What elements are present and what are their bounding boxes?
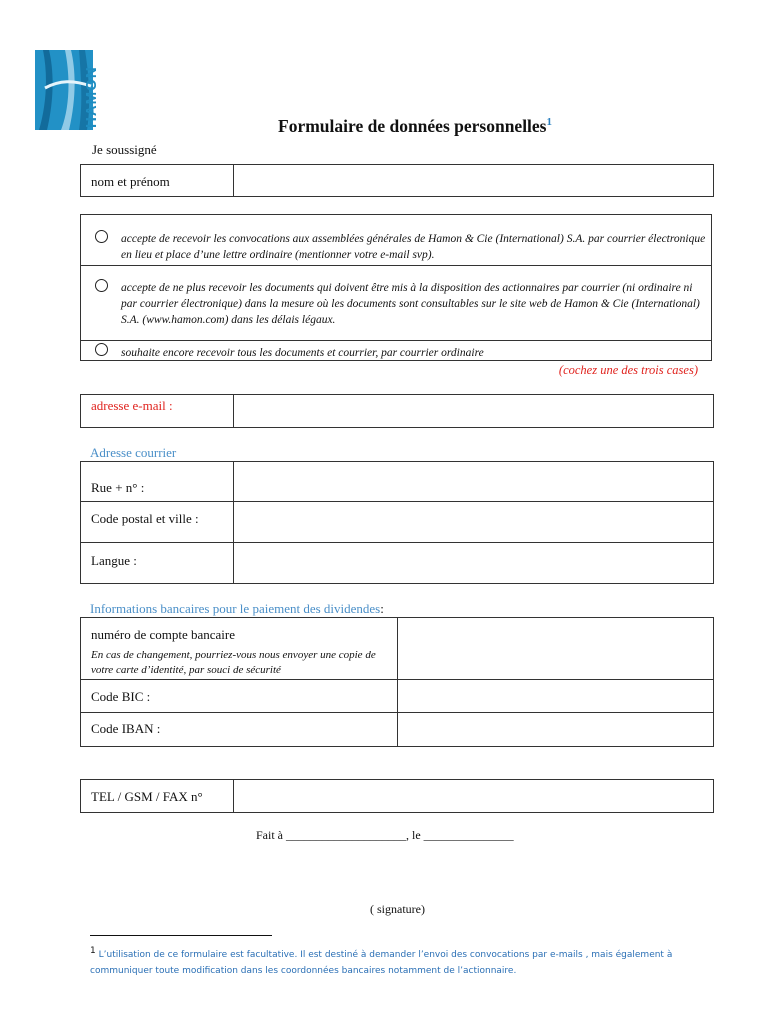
footnote-number: 1 bbox=[90, 946, 96, 956]
street-label: Rue + n° : bbox=[91, 480, 145, 495]
address-row-language bbox=[81, 543, 713, 583]
city-field[interactable] bbox=[234, 502, 713, 543]
email-field[interactable] bbox=[234, 395, 713, 427]
option-2-text: accepte de ne plus recevoir les documents qui doivent être mis à la disposition des actionnaires par courrier (ni ordinaire ni par courrier électronique) dans la mesure où les documents sont consultables sur le site web de Hamon & Cie (International) S.A. (www.hamon.com) dans les délais légaux. bbox=[121, 282, 700, 326]
footnote-divider bbox=[90, 935, 272, 936]
bank-heading-colon: : bbox=[380, 601, 384, 616]
name-label-cell bbox=[81, 165, 234, 196]
bic-label-cell bbox=[81, 680, 398, 713]
option-3-text: souhaite encore recevoir tous les documents et courrier, par courrier ordinaire bbox=[121, 347, 484, 359]
check-note: (cochez une des trois cases) bbox=[558, 363, 698, 377]
tel-field[interactable] bbox=[234, 780, 713, 812]
tel-row bbox=[80, 779, 714, 813]
street-label-cell bbox=[81, 462, 234, 502]
bank-heading bbox=[90, 601, 384, 617]
email-label-cell bbox=[81, 395, 234, 427]
footnote-text: L’utilisation de ce formulaire est facultative. Il est destiné à demander l’envoi des convocations par e-mails , mais également à communiquer toute modification dans les coordonnées bancaires notamment de l’actionnaire. bbox=[90, 950, 673, 976]
option-3-radio[interactable] bbox=[95, 343, 108, 356]
page-title-text: Formulaire de données personnelles bbox=[278, 116, 547, 136]
account-label-cell bbox=[81, 618, 398, 680]
tel-label-cell bbox=[81, 780, 234, 812]
option-row-3 bbox=[81, 341, 711, 361]
address-table bbox=[80, 461, 714, 584]
option-1-text: accepte de recevoir les convocations aux assemblées générales de Hamon & Cie (International) S.A. par courrier électronique en lieu et place d’une lettre ordinaire (mentionner votre e-mail svp). bbox=[121, 233, 706, 261]
option-row-1 bbox=[81, 215, 711, 266]
page-title bbox=[0, 116, 770, 137]
iban-label: Code IBAN : bbox=[91, 721, 161, 736]
bank-row-account bbox=[81, 618, 713, 680]
bank-row-iban bbox=[81, 713, 713, 746]
iban-label-cell bbox=[81, 713, 398, 746]
address-row-city bbox=[81, 502, 713, 543]
name-row bbox=[80, 164, 714, 197]
language-field[interactable] bbox=[234, 543, 713, 583]
bic-label: Code BIC : bbox=[91, 689, 151, 704]
street-field[interactable] bbox=[234, 462, 713, 502]
address-row-street bbox=[81, 462, 713, 502]
place-date-line: Fait à ____________________, le _______________ bbox=[256, 828, 514, 842]
account-label: numéro de compte bancaire bbox=[91, 627, 236, 642]
email-label: adresse e-mail : bbox=[91, 398, 173, 413]
footnote bbox=[90, 943, 710, 979]
city-label-cell bbox=[81, 502, 234, 543]
bank-row-bic bbox=[81, 680, 713, 713]
bic-field[interactable] bbox=[398, 680, 713, 713]
option-row-2 bbox=[81, 266, 711, 341]
tel-label: TEL / GSM / FAX n° bbox=[91, 789, 203, 804]
option-1-radio[interactable] bbox=[95, 230, 108, 243]
language-label: Langue : bbox=[91, 553, 137, 568]
address-heading: Adresse courrier bbox=[90, 445, 177, 460]
bank-note: En cas de changement, pourriez-vous nous envoyer une copie de votre carte d’identité, par souci de sécurité bbox=[91, 649, 376, 676]
account-field[interactable] bbox=[398, 618, 713, 680]
bank-heading-text: Informations bancaires pour le paiement des dividendes bbox=[90, 601, 381, 616]
option-2-radio[interactable] bbox=[95, 279, 108, 292]
name-label: nom et prénom bbox=[91, 174, 170, 189]
title-footnote-marker: 1 bbox=[546, 116, 552, 129]
options-box bbox=[80, 214, 712, 361]
city-label: Code postal et ville : bbox=[91, 511, 199, 526]
logo-text: HAMON bbox=[83, 66, 100, 128]
bank-table bbox=[80, 617, 714, 747]
email-row bbox=[80, 394, 714, 428]
name-field[interactable] bbox=[234, 165, 713, 196]
signature-label: ( signature) bbox=[370, 902, 425, 916]
language-label-cell bbox=[81, 543, 234, 583]
intro-text: Je soussigné bbox=[92, 142, 157, 157]
iban-field[interactable] bbox=[398, 713, 713, 746]
